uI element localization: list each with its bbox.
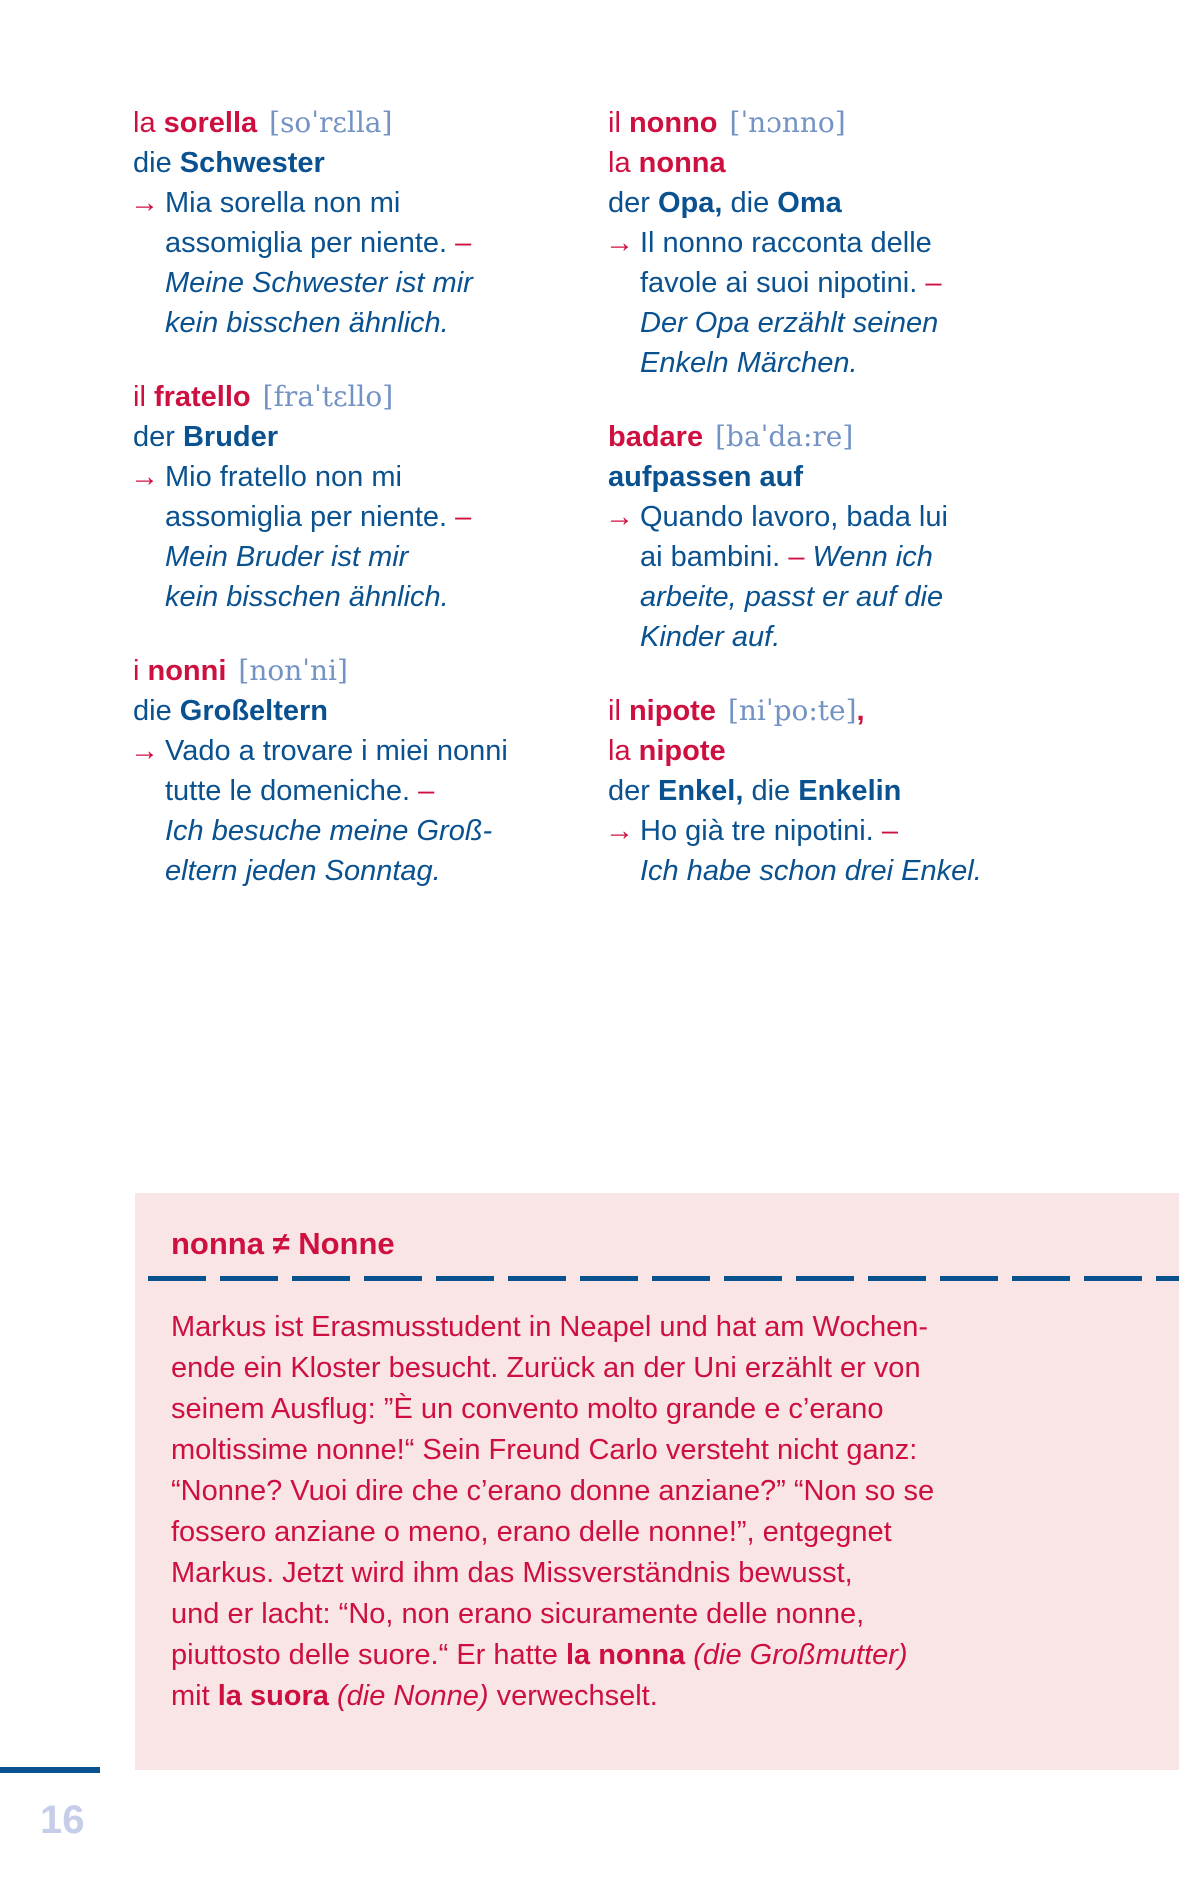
text-segment: Enkeln Märchen.: [640, 347, 858, 379]
infobox-text-line: [171, 1348, 1149, 1389]
example-line: [165, 811, 603, 851]
text-segment: fratello: [153, 381, 251, 413]
example-line: [165, 497, 603, 537]
infobox-text-line: [171, 1594, 1149, 1635]
infobox-text-line: [171, 1676, 1149, 1717]
example-lines: [165, 731, 603, 891]
text-segment: tutte le domeniche.: [165, 775, 419, 807]
vocab-entry: [130, 377, 603, 617]
text-segment: nipote: [638, 735, 726, 767]
translation-line: [608, 771, 1178, 811]
example-line: [640, 617, 1178, 657]
text-segment: Markus. Jetzt wird ihm das Missverständnis bewusst,: [171, 1557, 853, 1589]
text-segment: –: [418, 775, 435, 807]
infobox-body: [171, 1307, 1149, 1717]
headword-line: [133, 377, 603, 417]
text-segment: die: [743, 775, 799, 807]
example-block: [605, 497, 1178, 657]
text-segment: arbeite, passt er auf die: [640, 581, 944, 613]
example-line: [165, 303, 603, 343]
text-segment: Meine Schwester ist mir: [165, 267, 473, 299]
text-segment: mit: [171, 1680, 218, 1712]
vocab-entry: [605, 691, 1178, 891]
text-segment: die: [722, 187, 778, 219]
example-line: [640, 343, 1178, 383]
phonetic-transcription: [baˈda:re]: [715, 420, 854, 453]
text-segment: il: [133, 381, 154, 413]
text-segment: der: [608, 187, 658, 219]
example-lines: [165, 457, 603, 617]
text-segment: verwechselt.: [488, 1680, 658, 1712]
text-segment: Mein Bruder ist mir: [165, 541, 409, 573]
text-segment: Enkelin: [798, 775, 902, 807]
example-line: [165, 771, 603, 811]
text-segment: –: [881, 815, 898, 847]
infobox-dashed-divider: [148, 1276, 1179, 1281]
text-segment: [329, 1680, 337, 1712]
text-segment: nonna: [638, 147, 726, 179]
headword-line: [133, 103, 603, 143]
phonetic-transcription: [nonˈni]: [238, 654, 348, 687]
text-segment: Vado a trovare i miei nonni: [165, 735, 508, 767]
text-segment: badare: [608, 421, 704, 453]
text-segment: aufpassen auf: [608, 461, 803, 493]
text-segment: i: [133, 655, 148, 687]
text-segment: Ich habe schon drei Enkel.: [640, 855, 982, 887]
headword-line: [608, 691, 1178, 731]
text-segment: la: [133, 107, 164, 139]
arrow-icon: →: [605, 227, 634, 259]
text-segment: la nonna: [565, 1639, 686, 1671]
text-segment: Kinder auf.: [640, 621, 781, 653]
text-segment: der: [133, 421, 183, 453]
text-segment: nipote: [628, 695, 716, 727]
text-segment: Mia sorella non mi: [165, 187, 401, 219]
text-segment: nonno: [628, 107, 718, 139]
translation-line: [133, 691, 603, 731]
infobox-text-line: [171, 1635, 1149, 1676]
headword-line: [608, 417, 1178, 457]
vocab-entry: [605, 417, 1178, 657]
text-segment: nonni: [147, 655, 227, 687]
example-line: [165, 851, 603, 891]
text-segment: –: [925, 267, 942, 299]
example-block: [130, 457, 603, 617]
vocab-column-left: [130, 103, 603, 925]
example-line: [640, 537, 1178, 577]
text-segment: Großeltern: [179, 695, 329, 727]
text-segment: eltern jeden Sonntag.: [165, 855, 441, 887]
text-segment: fossero anziane o meno, erano delle nonne!”, entgegnet: [171, 1516, 892, 1548]
example-line: [165, 731, 603, 771]
translation-line: [133, 417, 603, 457]
text-segment: Bruder: [182, 421, 279, 453]
text-segment: il: [608, 107, 629, 139]
example-line: [640, 577, 1178, 617]
example-line: [165, 263, 603, 303]
text-segment: Schwester: [179, 147, 325, 179]
arrow-icon: →: [130, 735, 159, 767]
text-segment: assomiglia per niente.: [165, 227, 456, 259]
text-segment: die: [133, 695, 180, 727]
text-segment: la: [608, 735, 639, 767]
vocab-entry: [130, 103, 603, 343]
text-segment: la suora: [217, 1680, 329, 1712]
example-line: [640, 851, 1178, 891]
text-segment: kein bisschen ähnlich.: [165, 581, 449, 613]
translation-line: [608, 457, 1178, 497]
infobox-text-line: [171, 1430, 1149, 1471]
example-line: [165, 457, 603, 497]
infobox-nonna-nonne: [135, 1193, 1179, 1770]
text-segment: –: [455, 501, 472, 533]
example-lines: [165, 183, 603, 343]
infobox-title: nonna ≠ Nonne: [171, 1226, 395, 1261]
text-segment: Quando lavoro, bada lui: [640, 501, 948, 533]
text-segment: –: [788, 541, 805, 573]
text-segment: Ich besuche meine Groß-: [165, 815, 493, 847]
text-segment: “Nonne? Vuoi dire che c’erano donne anziane?” “Non so se: [171, 1475, 935, 1507]
text-segment: kein bisschen ähnlich.: [165, 307, 449, 339]
example-line: [165, 223, 603, 263]
example-line: [640, 303, 1178, 343]
example-line: [640, 811, 1178, 851]
infobox-text-line: [171, 1553, 1149, 1594]
text-segment: il: [608, 695, 629, 727]
example-line: [640, 263, 1178, 303]
example-lines: [640, 811, 1178, 891]
text-segment: –: [455, 227, 472, 259]
phonetic-transcription: [niˈpo:te]: [727, 694, 857, 727]
text-segment: Der Opa erzählt seinen: [640, 307, 939, 339]
infobox-text-line: [171, 1471, 1149, 1512]
arrow-icon: →: [130, 187, 159, 219]
headword-line: [608, 143, 1178, 183]
text-segment: die: [133, 147, 180, 179]
example-line: [640, 497, 1178, 537]
text-segment: Wenn ich: [804, 541, 933, 573]
text-segment: Enkel,: [657, 775, 744, 807]
vocab-entry: [130, 651, 603, 891]
vocab-entry: [605, 103, 1178, 383]
example-block: [605, 811, 1178, 891]
phonetic-transcription: [soˈrɛlla]: [269, 106, 393, 139]
footer-rule: [0, 1767, 100, 1773]
example-line: [165, 183, 603, 223]
text-segment: assomiglia per niente.: [165, 501, 456, 533]
example-block: [130, 731, 603, 891]
text-segment: der: [608, 775, 658, 807]
translation-line: [133, 143, 603, 183]
text-segment: Ho già tre nipotini.: [640, 815, 882, 847]
text-segment: sorella: [163, 107, 258, 139]
arrow-icon: →: [605, 815, 634, 847]
text-segment: ai bambini.: [640, 541, 789, 573]
text-segment: Oma: [777, 187, 842, 219]
translation-line: [608, 183, 1178, 223]
arrow-icon: →: [605, 501, 634, 533]
example-line: [640, 223, 1178, 263]
example-lines: [640, 223, 1178, 383]
text-segment: ende ein Kloster besucht. Zurück an der Uni erzählt er von: [171, 1352, 921, 1384]
example-lines: [640, 497, 1178, 657]
example-line: [165, 537, 603, 577]
text-segment: moltissime nonne!“ Sein Freund Carlo versteht nicht ganz:: [171, 1434, 918, 1466]
example-block: [130, 183, 603, 343]
headword-line: [608, 731, 1178, 771]
text-segment: (die Nonne): [337, 1680, 489, 1712]
text-segment: Il nonno racconta delle: [640, 227, 932, 259]
text-segment: (die Großmutter): [693, 1639, 908, 1671]
text-segment: piuttosto delle suore.“ Er hatte: [171, 1639, 566, 1671]
text-segment: favole ai suoi nipotini.: [640, 267, 926, 299]
example-line: [165, 577, 603, 617]
example-block: [605, 223, 1178, 383]
text-segment: und er lacht: “No, non erano sicuramente delle nonne,: [171, 1598, 865, 1630]
infobox-text-line: [171, 1512, 1149, 1553]
headword-line: [608, 103, 1178, 143]
infobox-text-line: [171, 1307, 1149, 1348]
arrow-icon: →: [130, 461, 159, 493]
phonetic-transcription: [ˈnɔnno]: [729, 106, 846, 139]
text-segment: ,: [856, 695, 865, 727]
vocab-column-right: [605, 103, 1178, 925]
text-segment: Markus ist Erasmusstudent in Neapel und hat am Wochen-: [171, 1311, 929, 1343]
page-number: 16: [40, 1798, 85, 1842]
phonetic-transcription: [fraˈtɛllo]: [262, 380, 394, 413]
infobox-text-line: [171, 1389, 1149, 1430]
text-segment: Opa,: [657, 187, 723, 219]
headword-line: [133, 651, 603, 691]
text-segment: Mio fratello non mi: [165, 461, 402, 493]
text-segment: seinem Ausflug: ”È un convento molto grande e c’erano: [171, 1393, 884, 1425]
text-segment: la: [608, 147, 639, 179]
